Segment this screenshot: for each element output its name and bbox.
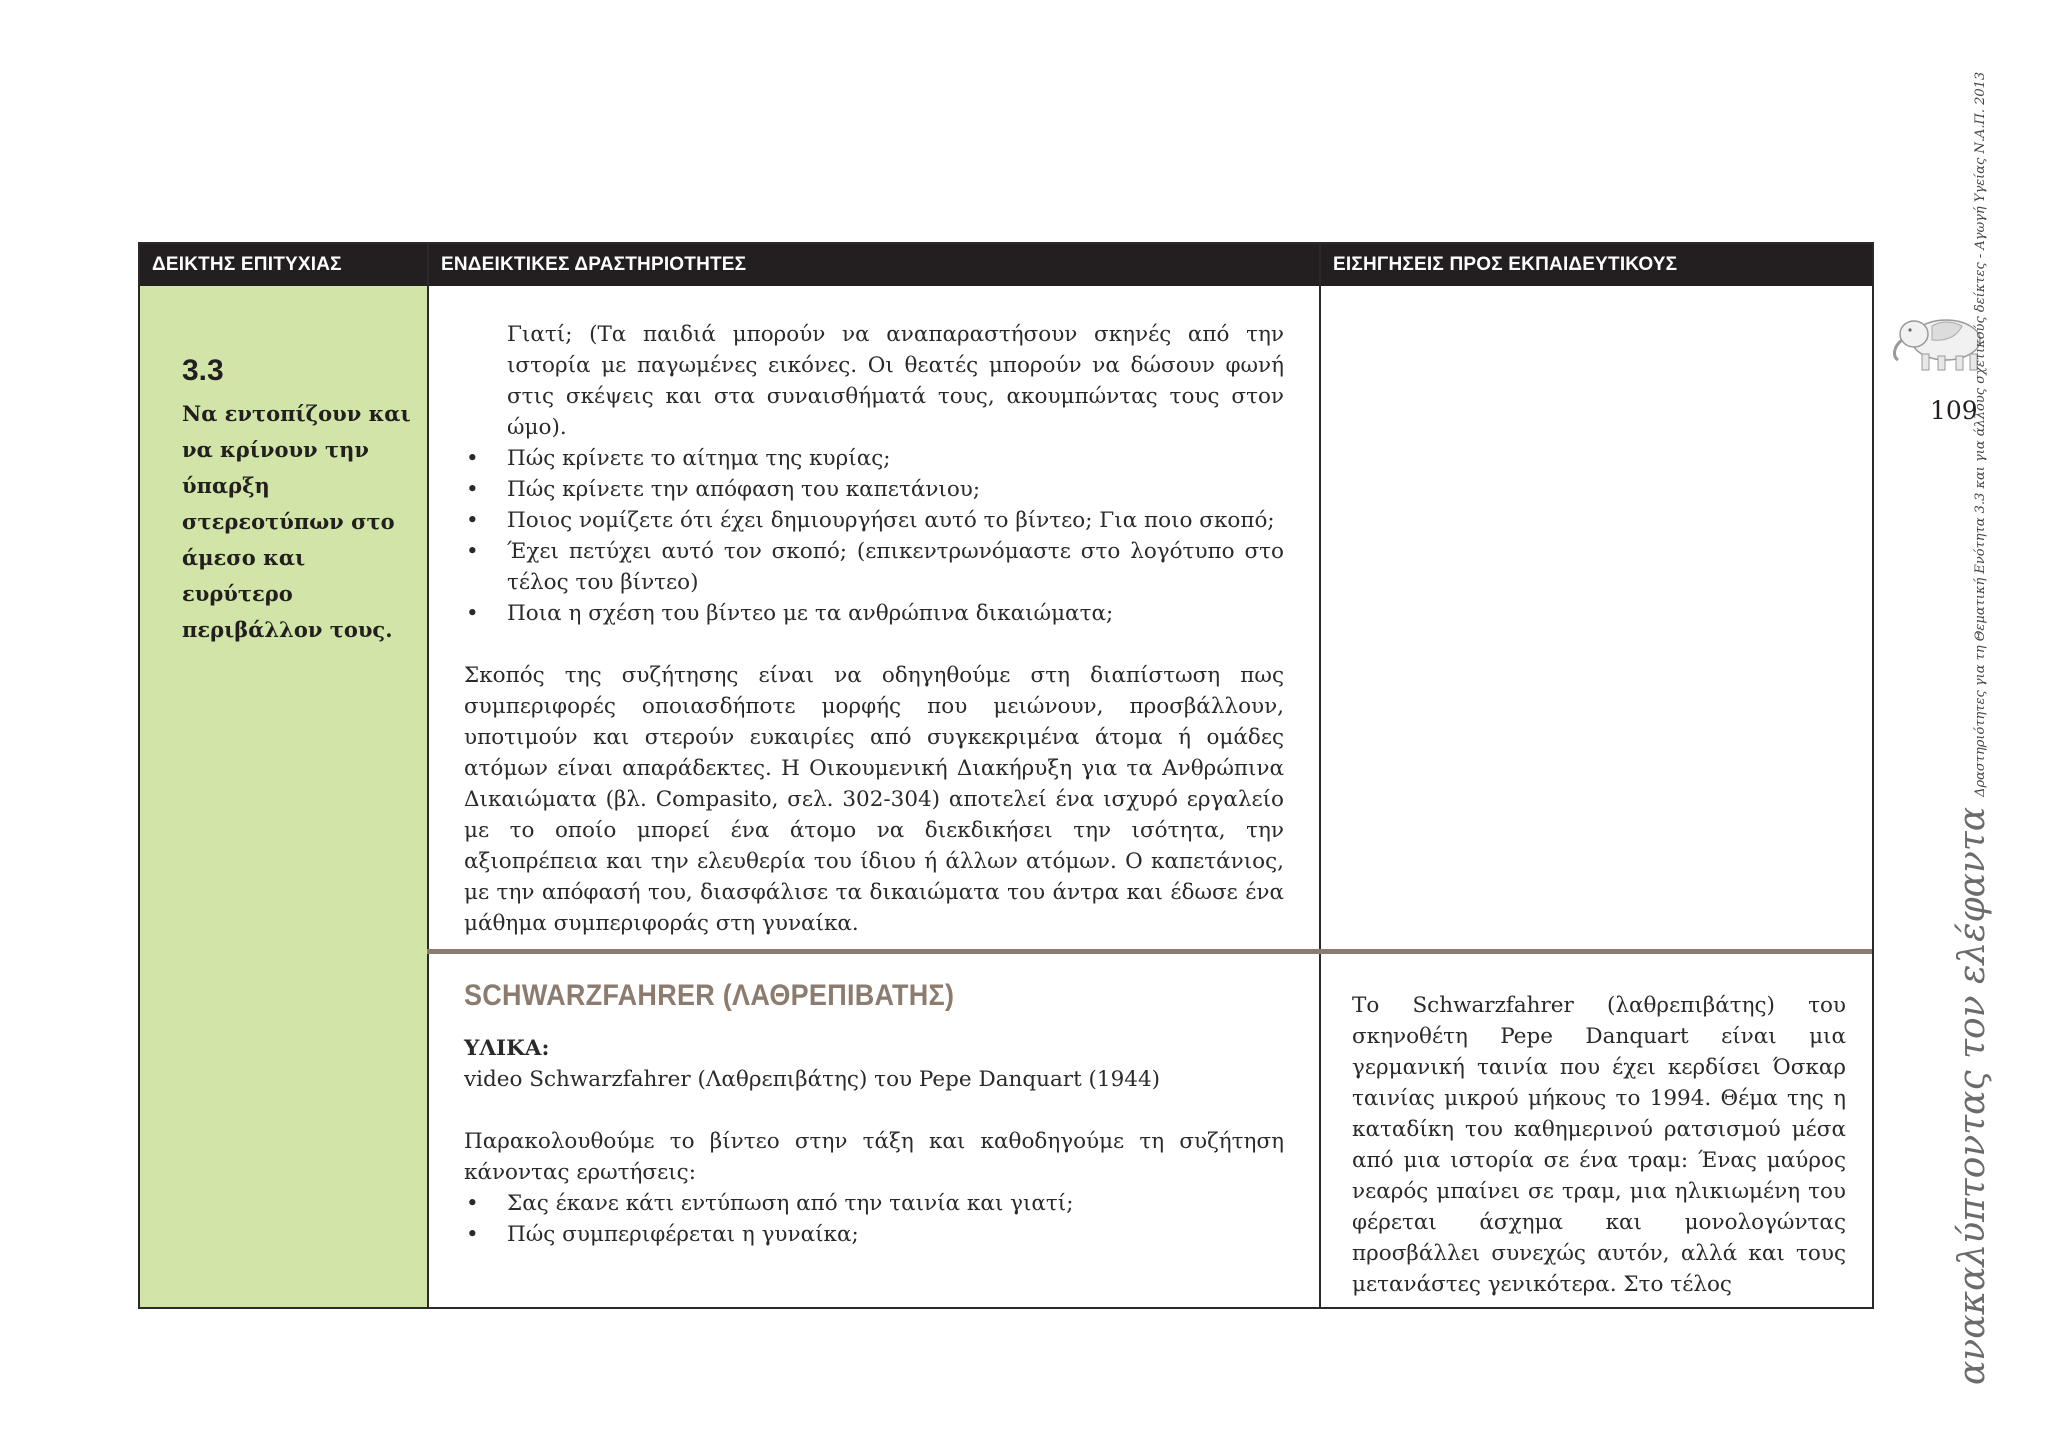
indicator-cell [140,286,427,1307]
materials-text: video Schwarzfahrer (Λαθρεπιβάτης) του Pepe Danquart (1944) [464,1067,1161,1092]
header-suggestions: ΕΙΣΗΓΗΣΕΙΣ ΠΡΟΣ ΕΚΠΑΙΔΕΥΤΙΚΟΥΣ [1333,254,1678,275]
list-item: • Σας έκανε κάτι εντύπωση από την ταινία και γιατί; [466,1191,1074,1216]
materials-label: ΥΛΙΚΑ: [464,1036,550,1061]
activities-paragraph: Σκοπός της συζήτησης είναι να οδηγηθούμε στη διαπίστωση πως συμπεριφορές οποιασδήποτε μορφής που μειώνουν, προσβάλλουν, υποτιμούν και στερούν ευκαιρίες από συγκεκριμένα άτομα ή ομάδες ατόμων είναι απαράδεκτες. Η Οικουμενική Διακήρυξη για τα Ανθρώπινα Δικαιώματα (βλ. Compasito, σελ. 302-304) αποτελεί ένα ισχυρό εργαλείο με το οποίο μπορεί ένα άτομο να διεκδικήσει την ισότητα, την αξιοπρέπεια και την ελευθερία του ίδιου ή άλλων ατόμων. Ο καπετάνιος, με την απόφασή του, διασφάλισε τα δικαιώματα του άντρα και έδωσε ένα μάθημα συμπεριφοράς στη γυναίκα. [464,663,1284,936]
column-divider [427,244,429,1307]
column-divider [1319,244,1321,1307]
activities-intro: Γιατί; (Τα παιδιά μπορούν να αναπαραστήσουν σκηνές από την ιστορία με παγωμένες εικόνες. Οι θεατές μπορούν να δώσουν φωνή στις σκέψεις και στα συναισθήματά τους, ακουμπώντας τους στον ώμο). [507,322,1284,440]
activities-question-list [464,443,1284,629]
list-item: • Έχει πετύχει αυτό τον σκοπό; (επικεντρωνόμαστε στο λογότυπο στο τέλος του βίντεο) [466,539,1284,595]
activity-paragraph: Παρακολουθούμε το βίντεο στην τάξη και καθοδηγούμε τη συζήτηση κάνοντας ερωτήσεις: [464,1129,1284,1185]
header-activities: ΕΝΔΕΙΚΤΙΚΕΣ ΔΡΑΣΤΗΡΙΟΤΗΤΕΣ [441,254,747,275]
brand-title: ανακαλύπτοντας τον ελέφαντα [1952,806,1993,1385]
page-number: 109 [1930,396,1978,425]
table-header [140,244,1872,286]
list-item: • Πώς συμπεριφέρεται η γυναίκα; [466,1222,859,1247]
list-item: • Ποια η σχέση του βίντεο με τα ανθρώπινα δικαιώματα; [466,601,1114,626]
header-success-indicator: ΔΕΙΚΤΗΣ ΕΠΙΤΥΧΙΑΣ [152,254,342,275]
side-subtitle: Δραστηριότητες για τη Θεματική Ενότητα 3.3 και για άλλους σχετικούς δείκτες - Αγωγή Υγείας Ν.Α.Π. 2013 [1973,71,1988,797]
side-banner [1952,72,1993,1385]
suggestions-text: Το Schwarzfahrer (λαθρεπιβάτης) του σκηνοθέτη Pepe Danquart είναι μια γερμανική ταινία που έχει κερδίσει Όσκαρ ταινίας μικρού μήκους το 1994. Θέμα της η καταδίκη του καθημερινού ρατσισμού μέσα από μια ιστορία σε ένα τραμ: Ένας μαύρος νεαρός μπαίνει σε τραμ, μια ηλικιωμένη του φέρεται άσχημα και μονολογώντας προσβάλλει συνεχώς αυτόν, αλλά και τους μετανάστες γενικότερα. Στο τέλος [1352,993,1846,1297]
activity-question-list [464,1188,1284,1250]
indicator-number: 3.3 [182,354,224,387]
list-item: • Πώς κρίνετε το αίτημα της κυρίας; [466,446,891,471]
section-separator [427,949,1872,954]
list-item: • Πώς κρίνετε την απόφαση του καπετάνιου; [466,477,981,502]
list-item: • Ποιος νομίζετε ότι έχει δημιουργήσει αυτό το βίντεο; Για ποιο σκοπό; [466,508,1275,533]
activities-top [464,319,1284,939]
activity-title: SCHWARZFAHRER (ΛΑΘΡΕΠΙΒΑΤΗΣ) [464,979,955,1012]
content-table [138,242,1874,1309]
indicator-text: Να εντοπίζουν και να κρίνουν την ύπαρξη στερεοτύπων στο άμεσο και ευρύτερο περιβάλλον τους. [182,401,411,642]
activities-bottom [464,980,1284,1250]
